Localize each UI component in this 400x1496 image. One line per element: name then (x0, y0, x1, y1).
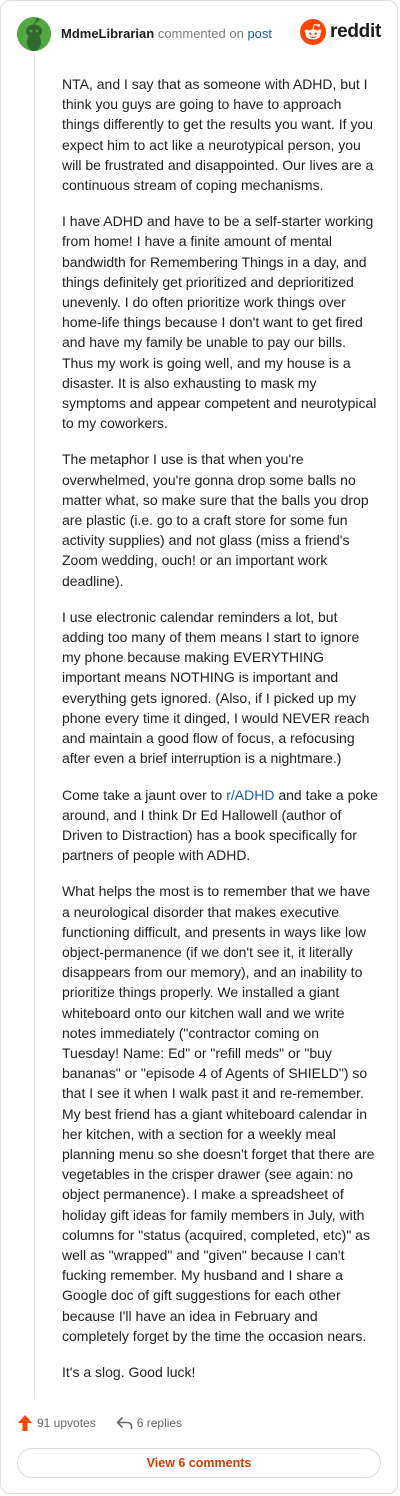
comment-paragraph: It's a slog. Good luck! (62, 1363, 196, 1380)
reddit-wordmark: reddit (330, 21, 381, 42)
thread-line[interactable] (34, 53, 35, 1399)
upvote-arrow-icon (17, 1414, 33, 1432)
comment-paragraph: I have ADHD and have to be a self-starter working from home! I have a finite amount of mental bandwidth for Remembering Things in a day, and things definitely get prioritized and deprioritized unevenly. I do often prioritize work things over home-life things because I don't want to get fired and have my family be unable to pay our bills. Thus my work is going well, and my house is a disaster. It is also exhausting to mask my symptoms and appear competent and neurotypical to my coworkers. (62, 213, 377, 432)
comment-header (17, 16, 381, 52)
avatar[interactable] (17, 17, 51, 51)
reply-arrow-icon (116, 1416, 133, 1430)
paragraph-text: and take a poke around, and I think Dr Ed Hallowell (author of Driven to Distraction) has a book specifically for partners of people with ADHD. (62, 786, 378, 864)
header-text (61, 26, 272, 42)
comment-actions (17, 1413, 182, 1433)
replies-button[interactable] (116, 1416, 182, 1430)
reddit-logo[interactable] (300, 19, 381, 45)
view-comments-button[interactable]: View 6 comments (17, 1448, 381, 1478)
comment-paragraph: NTA, and I say that as someone with ADHD, but I think you guys are going to have to approach things differently to get the results you want. If you expect him to act like a neurotypical person, you will be frustrated and disappointed. Our lives are a continuous stream of coping mechanisms. (62, 76, 374, 194)
reddit-snoo-icon (300, 19, 326, 45)
comment-body (62, 74, 378, 1398)
comment-paragraph: I use electronic calendar reminders a lot, but adding too many of them means I start to ignore my phone because making EVERYTHING important means NOTHING is important and everything gets ignored. (Also, if I picked up my phone every time it dinged, I would NEVER reach and maintain a good flow of focus, a refocusing after even a brief interruption is a nightmare.) (62, 608, 370, 767)
reply-count: 6 replies (136, 1416, 183, 1430)
username[interactable]: MdmeLibrarian (61, 26, 155, 41)
comment-paragraph: The metaphor I use is that when you're overwhelmed, you're gonna drop some balls no matter what, so make sure that the balls you drop are plastic (i.e. go to a craft store for some fun activity supplies) and not glass (miss a friend's Zoom wedding, ouch! or an important work deadline). (62, 451, 369, 589)
paragraph-text: Come take a jaunt over to (62, 786, 227, 803)
post-link[interactable]: post (247, 26, 273, 41)
comment-paragraph (62, 785, 378, 866)
snoo-avatar-icon (17, 17, 51, 51)
subreddit-link[interactable]: r/ADHD (226, 786, 275, 803)
upvote-button[interactable] (17, 1414, 96, 1432)
upvote-count: 91 upvotes (37, 1416, 96, 1430)
commented-on-text: commented on (157, 26, 244, 41)
comment-paragraph: What helps the most is to remember that we have a neurological disorder that makes executive functioning difficult, and presents in ways like low object-permanence (if we don't see it, it literally disappears from our memory), and an inability to prioritize things properly. We installed a giant whiteboard onto our kitchen wall and we write notes immediately ("contractor coming on Tuesday! Name: Ed" or "refill meds" or "buy bananas" or "episode 4 of Agents of SHIELD") so that I see it when I walk past it and re-remember. My best friend has a giant whiteboard calendar in her kitchen, with a section for a weekly meal planning menu so she doesn't forget that there are vegetables in the crisper drawer (see again: no object permanence). I make a spreadsheet of holiday gift ideas for family members in July, with columns for "status (acquired, completed, etc)" as well as "wrapped" and "given" because I can't fucking remember. My husband and I share a Google doc of gift suggestions for each other because I'll have an idea in February and completely forget by the time the occasion nears. (62, 883, 375, 1344)
